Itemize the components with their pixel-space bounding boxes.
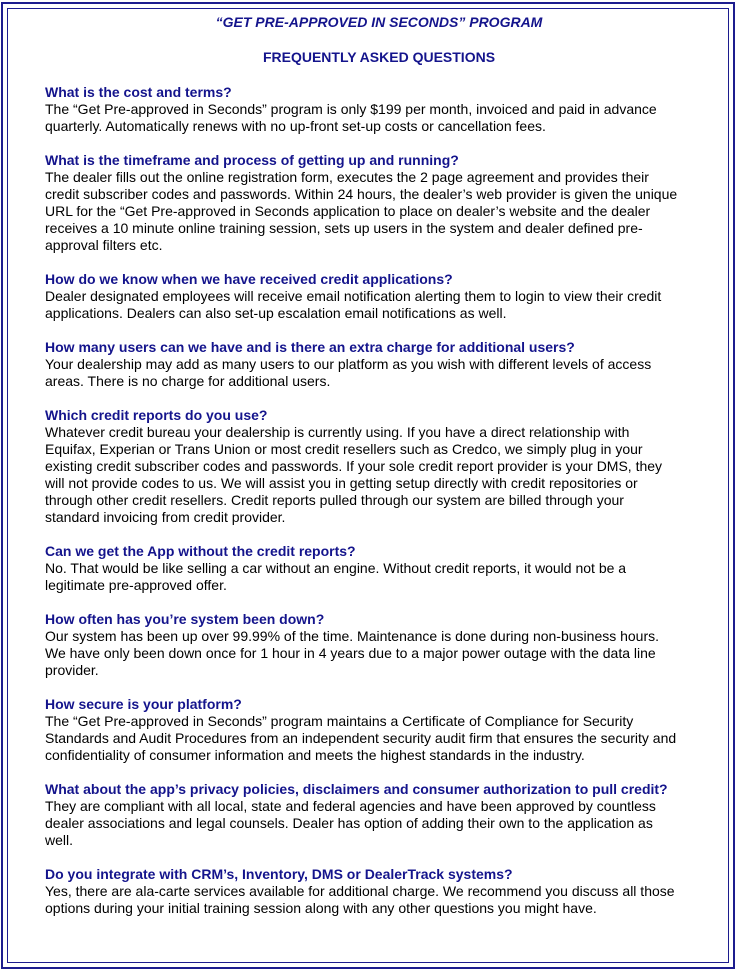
faq-question: Do you integrate with CRM’s, Inventory, DMS or DealerTrack systems? <box>45 866 513 882</box>
faq-item-privacy <box>45 781 705 849</box>
faq-question: How secure is your platform? <box>45 696 242 712</box>
faq-item-uptime <box>45 611 705 679</box>
faq-question: Can we get the App without the credit reports? <box>45 543 356 559</box>
faq-answer: The “Get Pre-approved in Seconds” program maintains a Certificate of Compliance for Security Standards and Audit Procedures from an independent security audit firm that ensures the security and confidentiality of consumer information and meets the highest standards in the industry. <box>45 713 677 763</box>
faq-list <box>45 84 705 917</box>
faq-item-app-without-reports <box>45 543 705 594</box>
faq-answer: Yes, there are ala-carte services available for additional charge. We recommend you discuss all those options during your initial training session along with any other questions you might have. <box>45 883 675 916</box>
faq-question: Which credit reports do you use? <box>45 407 268 423</box>
faq-answer: They are compliant with all local, state and federal agencies and have been approved by countless dealer associations and legal counsels. Dealer has option of adding their own to the application as well. <box>45 798 656 848</box>
faq-answer: The “Get Pre-approved in Seconds” program is only $199 per month, invoiced and paid in advance quarterly. Automatically renews with no up-front set-up costs or cancellation fees. <box>45 101 657 134</box>
faq-question: How do we know when we have received credit applications? <box>45 271 453 287</box>
faq-answer: Whatever credit bureau your dealership is currently using. If you have a direct relationship with Equifax, Experian or Trans Union or most credit resellers such as Credco, we simply plug in your existing credit subscriber codes and passwords. If your sole credit report provider is your DMS, they will not provide codes to us. We will assist you in getting setup directly with credit repositories or through other credit resellers. Credit reports pulled through our system are billed through your standard invoicing from credit provider. <box>45 424 663 525</box>
faq-document <box>45 14 705 934</box>
faq-question: What is the timeframe and process of getting up and running? <box>45 152 459 168</box>
faq-item-users <box>45 339 705 390</box>
faq-answer: No. That would be like selling a car without an engine. Without credit reports, it would not be a legitimate pre-approved offer. <box>45 560 627 593</box>
faq-question: How often has you’re system been down? <box>45 611 325 627</box>
program-title: “GET PRE-APPROVED IN SECONDS” PROGRAM <box>215 14 543 30</box>
faq-heading: FREQUENTLY ASKED QUESTIONS <box>262 49 496 65</box>
faq-answer: The dealer fills out the online registration form, executes the 2 page agreement and provides their credit subscriber codes and passwords. Within 24 hours, the dealer’s web provider is given the unique URL for the “Get Pre-approved in Seconds application to place on dealer’s website and the dealer receives a 10 minute online training session, sets up users in the system and dealer defined pre- approval filters etc. <box>45 169 678 253</box>
faq-answer: Your dealership may add as many users to our platform as you wish with different levels of access areas. There is no charge for additional users. <box>45 356 652 389</box>
faq-item-timeframe <box>45 152 705 254</box>
faq-item-cost <box>45 84 705 135</box>
faq-answer: Dealer designated employees will receive email notification alerting them to login to view their credit applications. Dealers can also set-up escalation email notifications as well. <box>45 288 662 321</box>
faq-item-security <box>45 696 705 764</box>
faq-item-integrations <box>45 866 705 917</box>
faq-question: What about the app’s privacy policies, disclaimers and consumer authorization to pull credit? <box>45 781 668 797</box>
faq-question: How many users can we have and is there an extra charge for additional users? <box>45 339 575 355</box>
faq-item-credit-reports <box>45 407 705 526</box>
faq-answer: Our system has been up over 99.99% of the time. Maintenance is done during non-business hours. We have only been down once for 1 hour in 4 years due to a major power outage with the data line provider. <box>45 628 660 678</box>
faq-question: What is the cost and terms? <box>45 84 232 100</box>
faq-item-notifications <box>45 271 705 322</box>
